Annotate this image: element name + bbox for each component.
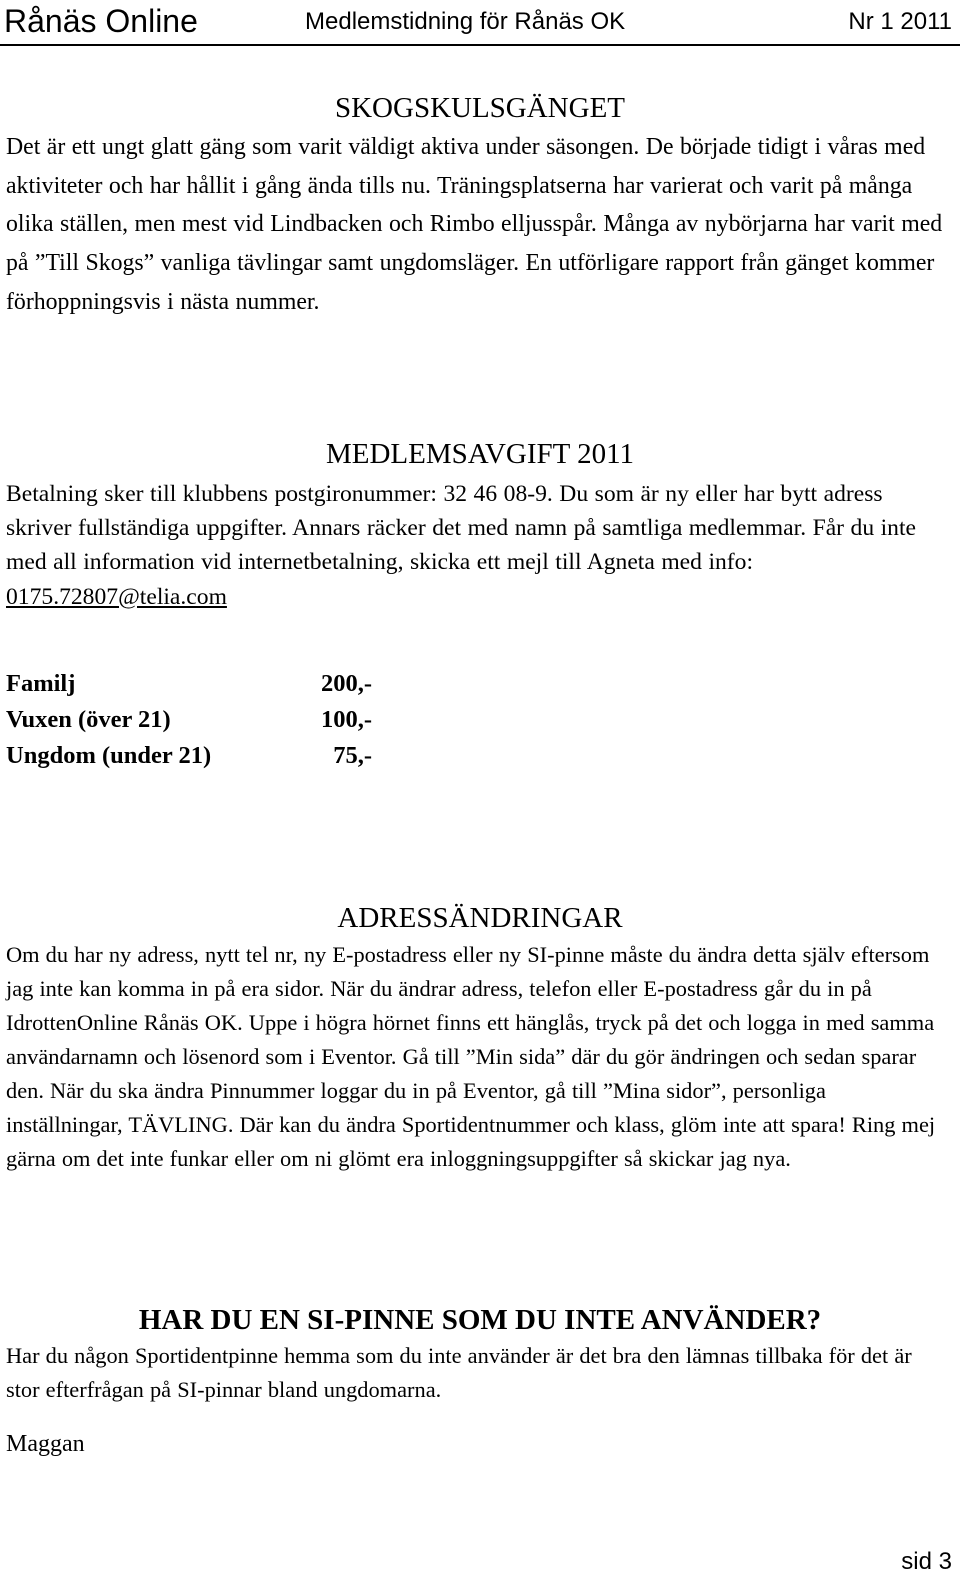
fee-table <box>6 666 372 774</box>
fee-amount: 200,- <box>320 670 372 697</box>
sipinne-heading: HAR DU EN SI-PINNE SOM DU INTE ANVÄNDER? <box>138 1304 822 1336</box>
email-link[interactable]: 0175.72807@telia.com <box>6 583 227 610</box>
fee-body <box>6 477 946 614</box>
fee-amount: 100,- <box>320 706 372 733</box>
signature: Maggan <box>6 1431 85 1457</box>
issue-number: Nr 1 2011 <box>848 8 952 35</box>
page-number: sid 3 <box>901 1548 952 1575</box>
header-divider <box>0 44 960 46</box>
newsletter-title: Rånäs Online <box>4 3 198 39</box>
newsletter-subtitle: Medlemstidning för Rånäs OK <box>305 8 626 35</box>
address-body: Om du har ny adress, nytt tel nr, ny E-postadress eller ny SI-pinne måste du ändra detta själv eftersom jag inte kan komma in på era sidor. När du ändrar adress, telefon eller E-postadress går du in på IdrottenOnline Rånäs OK. Uppe i högra hörnet finns ett hänglås, tryck på det och logga in med samma användarnamn och lösenord som i Eventor. Gå till ”Min sida” där du gör ändringen och sedan sparar den. När du ska ändra Pinnummer loggar du in på Eventor, gå till ”Mina sidor”, personliga inställningar, TÄVLING. Där kan du ändra Sportidentnummer och klass, glöm inte att spara! Ring mej gärna om det inte funkar eller om ni glömt era inloggningsuppgifter så skickar jag nya. <box>6 942 936 1171</box>
fee-label: Ungdom (under 21) <box>6 742 212 769</box>
page-header <box>0 0 960 46</box>
fee-amount: 75,- <box>333 742 372 769</box>
fee-body-text: Betalning sker till klubbens postgironummer: 32 46 08-9. Du som är ny eller har bytt adress skriver fullständiga uppgifter. Annars räcker det med namn på samtliga medlemmar. Får du inte med all information vid internetbetalning, skicka ett mejl till Agneta med info: <box>6 481 917 576</box>
skogskul-body: Det är ett ungt glatt gäng som varit väldigt aktiva under säsongen. De började tidigt i våras med aktiviteter och har hållit i gång ända tills nu. Träningsplatserna har varierat och varit på många olika ställen, men mest vid Lindbacken och Rimbo elljusspår. Många av nybörjarna har varit med på ”Till Skogs” vanliga tävlingar samt ungdomsläger. En utförligare rapport från gänget kommer förhoppningsvis i nästa nummer. <box>6 134 943 315</box>
fee-label: Familj <box>6 670 76 697</box>
fee-label: Vuxen (över 21) <box>6 706 171 733</box>
sipinne-body: Har du någon Sportidentpinne hemma som du inte använder är det bra den lämnas tillbaka för det är stor efterfrågan på SI-pinnar bland ungdomarna. <box>6 1343 912 1402</box>
address-heading: ADRESSÄNDRINGAR <box>337 902 623 934</box>
fee-row <box>6 702 372 738</box>
fee-row <box>6 666 372 702</box>
fee-heading: MEDLEMSAVGIFT 2011 <box>325 438 635 470</box>
fee-row <box>6 738 372 774</box>
skogskul-heading: SKOGSKULSGÄNGET <box>334 92 625 124</box>
